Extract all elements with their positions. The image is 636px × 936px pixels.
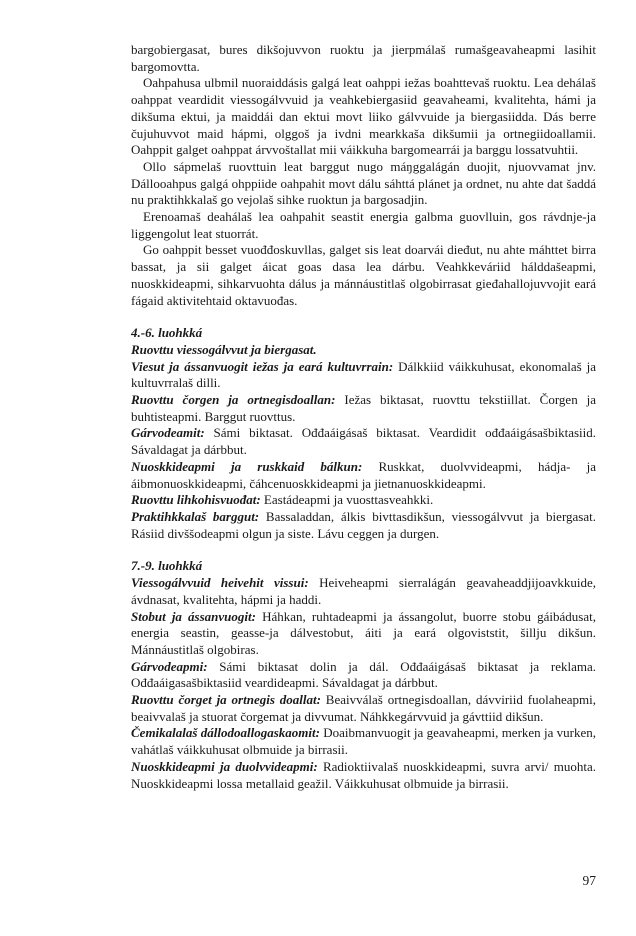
entry-text: Sámi biktasat dolin ja dál. Ođđaáigásaš biktasat ja reklama. Ođđaáigasašbiktasiid veardideapmi. Sávaldagat ja dárbbut. <box>131 658 596 691</box>
entry-text: Eastádeapmi ja vuosttasveahkki. <box>260 492 434 508</box>
section-heading: 7.-9. luohkká <box>131 558 203 574</box>
page-number: 97 <box>582 873 596 888</box>
page-body <box>131 42 596 792</box>
entry <box>131 359 596 392</box>
paragraph: Go oahppit besset vuođđoskuvllas, galget sis leat doarvái dieđut, nu ahte máhttet birra bassat, ja sii galget áicat goas dasa lea dárbu. Veahkkeváriid hálddašeapmi, nuoskkideapmi, sihkarvuohta dálus ja mánnáustitlaš olgobirrasat gieđahallojuvvojit eará fágaid aktivitehtaid oktavuođas. <box>131 242 596 308</box>
entry-term: Gárvodeapmi: <box>131 658 208 674</box>
entry-term: Stobut ja ássanvuogit: <box>131 608 256 624</box>
entry-text: Dálkkiid váikkuhusat, ekonomalaš ja kultuvrralaš dilli. <box>131 358 596 391</box>
entry-text: Ruskkat, duolvvideapmi, hádja- ja áibmonuoskkideapmi, čáhcenuoskkideapmi ja jietnanuoskkideapmi. <box>131 458 596 491</box>
entry-text: Doaibmanvuogit ja geavaheapmi, merken ja vurken, vahátlaš váikkuhusat olbmuide ja birrasii. <box>131 725 596 758</box>
entry-term: Ruovttu lihkohisvuođat: <box>131 492 261 508</box>
paragraph: Ollo sápmelaš ruovttuin leat barggut nugo máŋggalágán duojit, njuovvamat jnv. Dállooahpus galgá ohppiide oahpahit movt dálu sáhttá plánet ja ordnet, nu ahte dat šaddá nu praktihkkalaš go vejolaš sihke ruoktun ja bargosadjin. <box>131 158 596 208</box>
entry-term: Nuoskkideapmi ja duolvvideapmi: <box>131 758 318 774</box>
paragraph: bargobiergasat, bures dikšojuvvon ruoktu ja jierpmálaš rumašgeavaheapmi lasihit bargomovtta. <box>131 42 596 74</box>
entry-text: Radioktiivalaš nuoskkideapmi, suvra arvi/ muohta. Nuoskkideapmi lossa metallaid geažil. Váikkuhusat olbmuide ja birrasii. <box>131 758 596 791</box>
entry-term: Praktihkkalaš barggut: <box>131 508 260 524</box>
entry-term: Čemikalalaš dállodoallogaskaomit: <box>131 725 320 741</box>
entry-text: Iežas biktasat, ruovttu tekstiillat. Čorgen ja buhtisteapmi. Barggut ruovttus. <box>131 392 596 424</box>
section-subheading: Ruovttu viessogálvvut ja biergasat. <box>131 341 317 357</box>
entry-term: Viesut ja ássanvuogit iežas ja eará kultuvrrain: <box>131 358 394 374</box>
paragraph: Erenoamaš deahálaš lea oahpahit seastit energia galbma guovlluin, gos rávdnje-ja liggengolut leat stuorrát. <box>131 209 596 241</box>
entry <box>131 609 596 659</box>
entry <box>131 659 596 692</box>
entry <box>131 725 596 758</box>
entry <box>131 492 596 509</box>
entry <box>131 392 596 425</box>
entry <box>131 509 596 542</box>
entry-text: Sámi biktasat. Ođđaáigásaš biktasat. Veardidit ođđaáigásašbiktasiid. Sávaldagat ja dárbbut. <box>131 425 596 458</box>
entry-text: Bassaladdan, álkis bivttasdikšun, viessogálvvut ja biergasat. Rásiid divššodeapmi olgun ja siste. Lávu ceggen ja durgen. <box>131 508 596 541</box>
entry-text: Beaivválaš ortnegisdoallan, dávviriid fuolaheapmi, beaivvalaš ja stuorat čorgemat ja divvumat. Náhkkegárvvuid ja gávttiid dikšun. <box>131 692 596 724</box>
entry <box>131 459 596 492</box>
entry <box>131 425 596 458</box>
entry-text: Heiveheapmi sierralágán geavaheaddjijoavkkuide, ávdnasat, kvalitehta, hápmi ja haddi. <box>131 575 596 607</box>
paragraph: Oahpahusa ulbmil nuoraiddásis galgá leat oahppi iežas boahttevaš ruoktu. Lea dehálaš oahppat veardidit viessogálvvuid ja veahkebiergasiid geavaheami, kvalitehta, hámi ja dikšuma ektui, ja maiddái dan ektui movt liiko gálvvuide ja biergasiidda. Dás berre čujuhuvvot maid hápmi, olggoš ja ivdni mearkkaša dikšumii ja ortnegiidoallamii. Oahppit galget oahppat árvvoštallat mii váikkuha bargomearrái ja barggu lossatvuhtii. <box>131 75 596 158</box>
entry <box>131 759 596 792</box>
entry-term: Ruovttu čorget ja ortnegis doallat: <box>131 692 321 708</box>
entry-term: Gárvodeamit: <box>131 425 205 441</box>
entry <box>131 575 596 608</box>
entry-text: Háhkan, ruhtadeapmi ja ássangolut, buorre stobu gáibádusat, energia seastin, geasse-ja dálvestobut, áiti ja eará olgoviststit, šillju dikšun. Mánnáustitlaš olgobiras. <box>131 608 597 657</box>
entry-term: Ruovttu čorgen ja ortnegisdoallan: <box>131 392 336 408</box>
entry-term: Nuoskkideapmi ja ruskkaid bálkun: <box>131 458 363 474</box>
entry-term: Viessogálvvuid heivehit vissui: <box>131 575 309 591</box>
section-heading: 4.-6. luohkká <box>131 325 203 341</box>
entry <box>131 692 596 725</box>
